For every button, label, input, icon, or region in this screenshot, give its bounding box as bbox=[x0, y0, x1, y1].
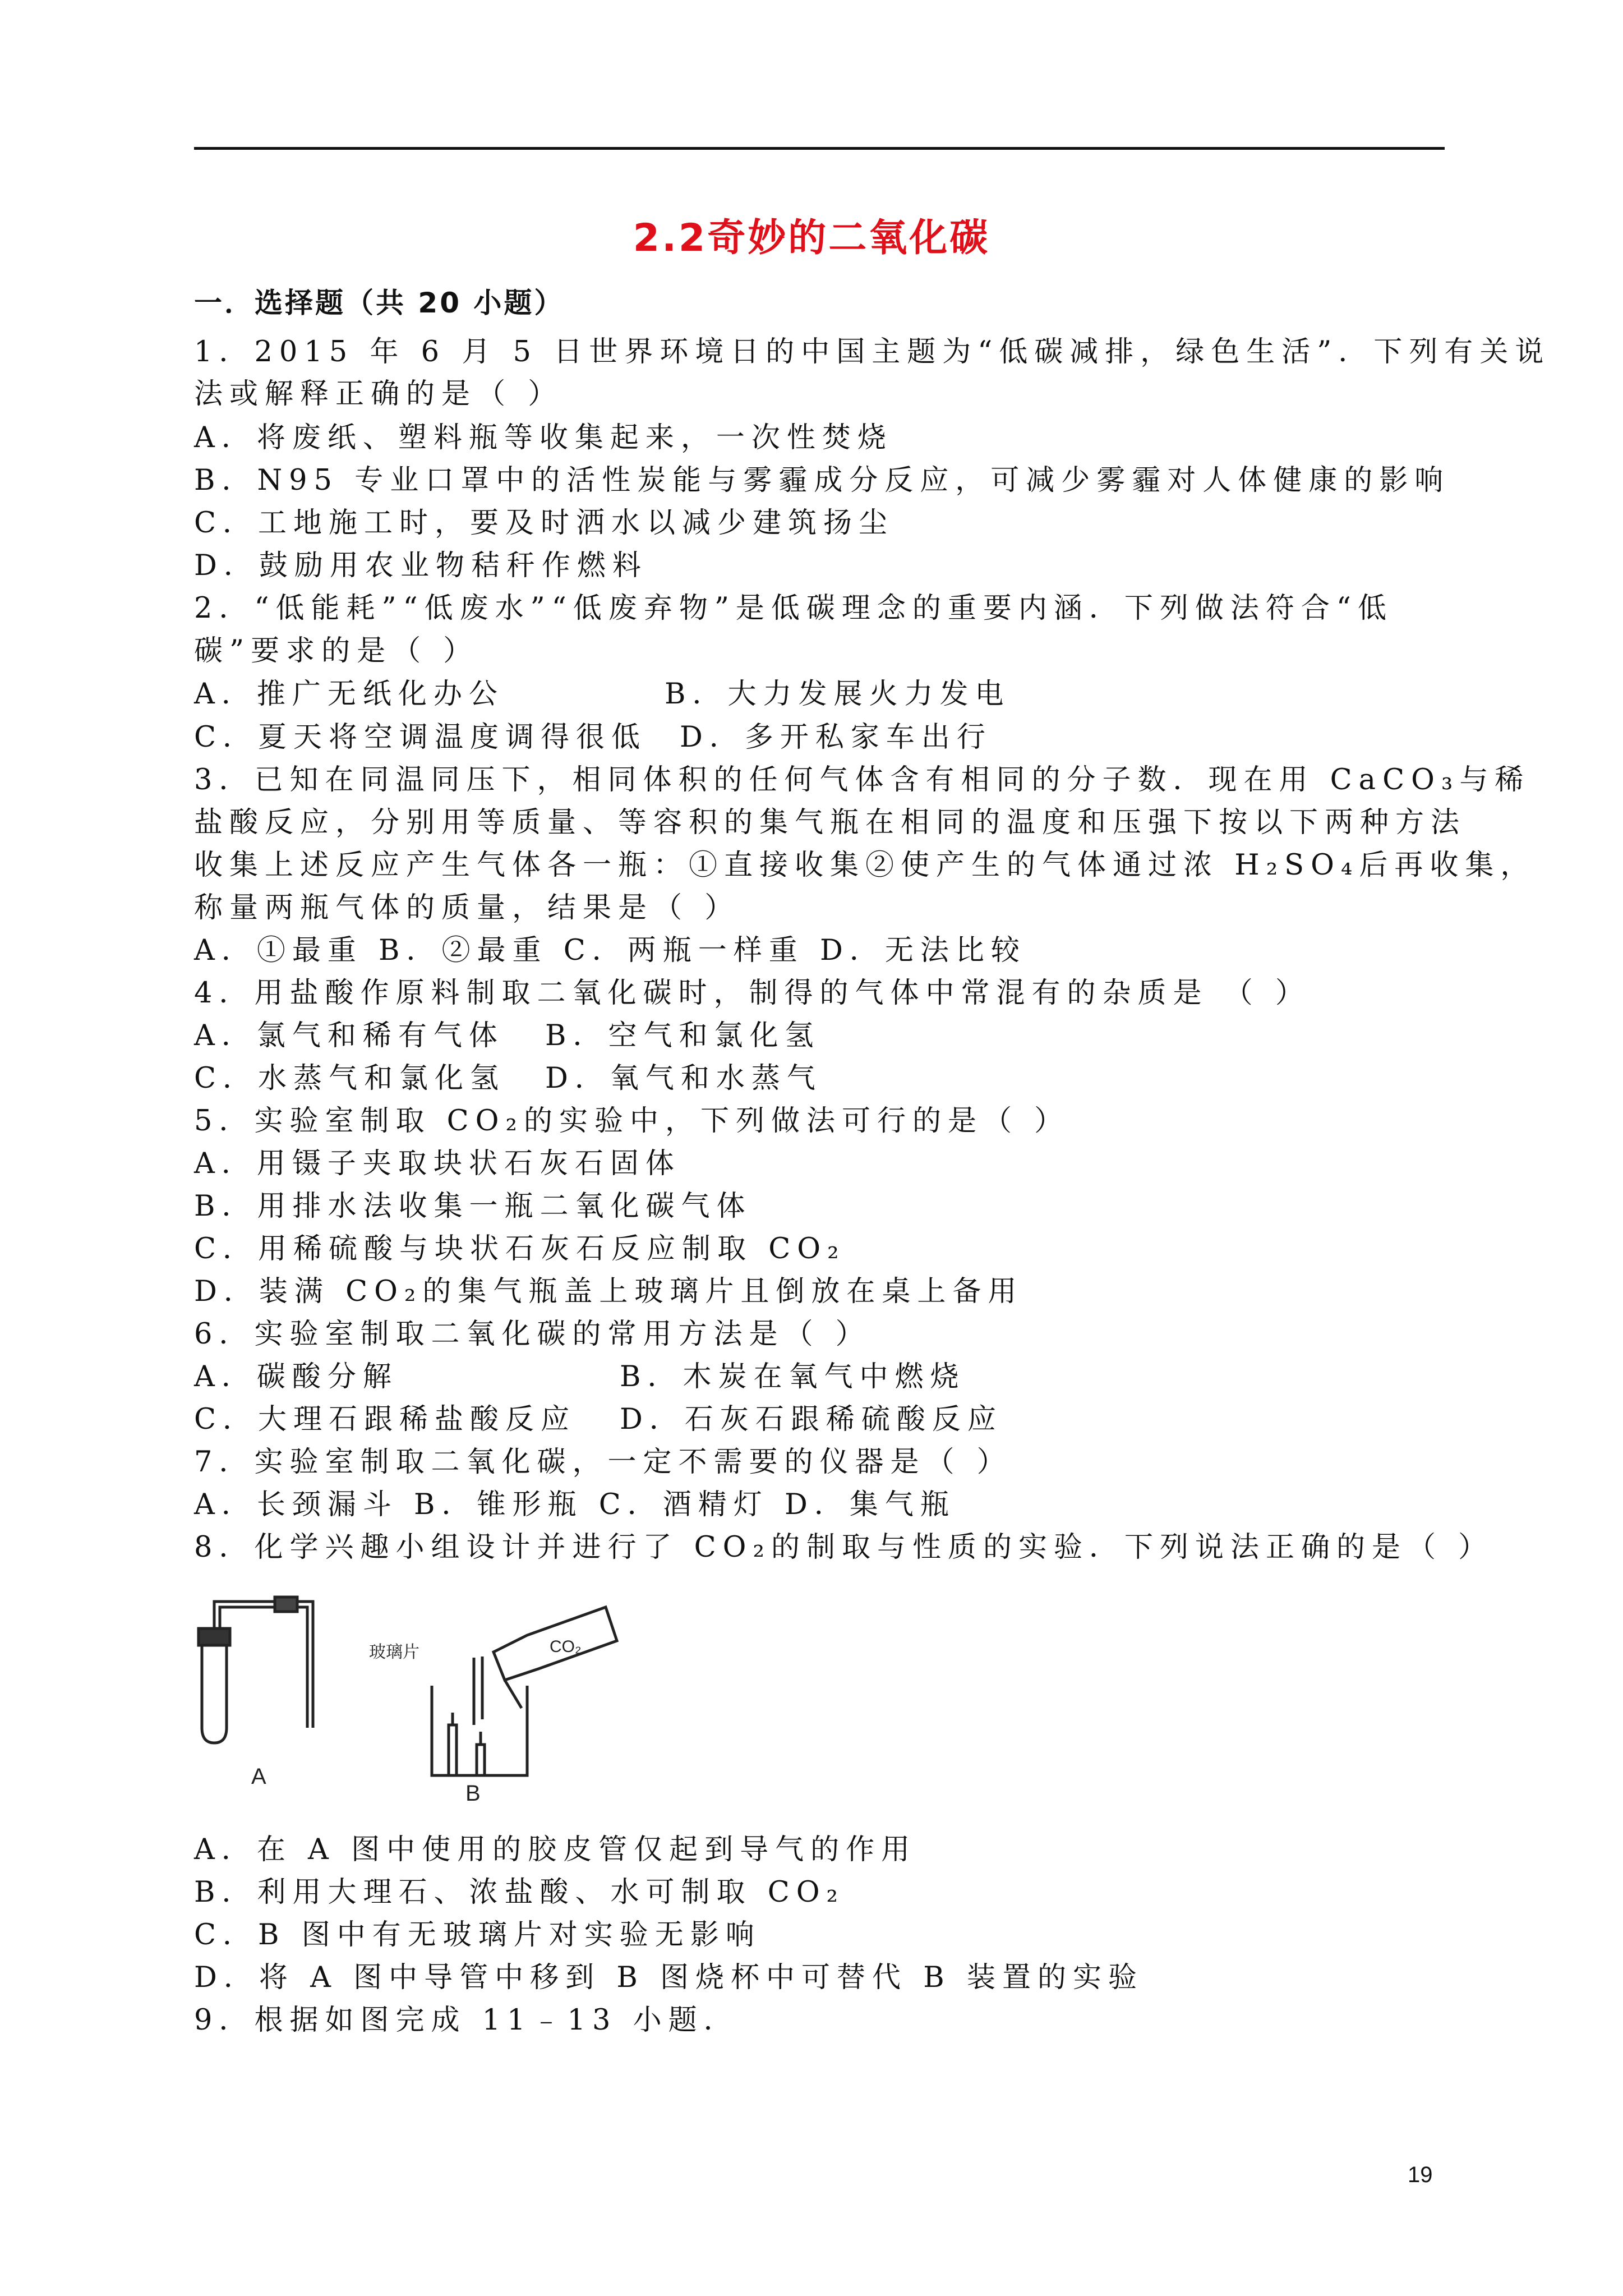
q1-option-a: A．将废纸、塑料瓶等收集起来，一次性焚烧 bbox=[194, 421, 893, 454]
q4-stem: 4．用盐酸作原料制取二氧化碳时，制得的气体中常混有的杂质是 （ ） bbox=[194, 977, 1311, 1010]
q6-option-a: A．碳酸分解 bbox=[194, 1360, 398, 1393]
page-title: 2.2奇妙的二氧化碳 bbox=[633, 216, 990, 260]
q4-option-a: A．氯气和稀有气体 bbox=[194, 1019, 504, 1052]
apparatus-a bbox=[199, 1597, 313, 1743]
header-rule bbox=[194, 147, 1445, 150]
q6-option-d: D．石灰石跟稀硫酸反应 bbox=[620, 1403, 1003, 1436]
apparatus-b bbox=[432, 1607, 617, 1775]
figure-glass-label: 玻璃片 bbox=[369, 1642, 419, 1662]
q3-stem-line3: 收集上述反应产生气体各一瓶：①直接收集②使产生的气体通过浓 H₂SO₄后再收集， bbox=[194, 849, 1536, 882]
page-number: 19 bbox=[1408, 2162, 1433, 2187]
section-heading: 一．选择题（共 20 小题） bbox=[194, 287, 565, 319]
q3-stem-line4: 称量两瓶气体的质量，结果是（ ） bbox=[194, 891, 740, 924]
q1-stem-line1: 1．2015 年 6 月 5 日世界环境日的中国主题为“低碳减排，绿色生活”．下列有关说 bbox=[194, 335, 1551, 369]
q8-apparatus-figure bbox=[191, 1590, 628, 1803]
q8-option-d: D．将 A 图中导管中移到 B 图烧杯中可替代 B 装置的实验 bbox=[194, 1961, 1144, 1994]
q8-option-a: A．在 A 图中使用的胶皮管仅起到导气的作用 bbox=[194, 1833, 917, 1866]
q3-stem-line2: 盐酸反应，分别用等质量、等容积的集气瓶在相同的温度和压强下按以下两种方法 bbox=[194, 806, 1467, 839]
q5-option-c: C．用稀硫酸与块状石灰石反应制取 CO₂ bbox=[194, 1232, 846, 1266]
q1-stem-line2: 法或解释正确的是（ ） bbox=[194, 378, 564, 411]
q3-stem-line1: 3．已知在同温同压下，相同体积的任何气体含有相同的分子数．现在用 CaCO₃与稀 bbox=[194, 763, 1530, 797]
q8-option-b: B．利用大理石、浓盐酸、水可制取 CO₂ bbox=[194, 1876, 845, 1909]
q2-option-c: C．夏天将空调温度调得很低 bbox=[194, 721, 647, 754]
q5-stem: 5．实验室制取 CO₂的实验中，下列做法可行的是（ ） bbox=[194, 1105, 1070, 1138]
q3-options: A．①最重 B．②最重 C．两瓶一样重 D．无法比较 bbox=[194, 934, 1026, 967]
q1-option-c: C．工地施工时，要及时洒水以减少建筑扬尘 bbox=[194, 507, 895, 540]
q1-option-d: D．鼓励用农业物秸秆作燃料 bbox=[194, 549, 648, 582]
q6-stem: 6．实验室制取二氧化碳的常用方法是（ ） bbox=[194, 1318, 871, 1351]
figure-label-b: B bbox=[465, 1781, 481, 1803]
q8-option-c: C．B 图中有无玻璃片对实验无影响 bbox=[194, 1918, 761, 1952]
q2-option-a: A．推广无纸化办公 bbox=[194, 678, 504, 711]
q2-option-d: D．多开私家车出行 bbox=[680, 721, 992, 754]
q2-stem-line2: 碳”要求的是（ ） bbox=[194, 634, 479, 668]
q4-option-c: C．水蒸气和氯化氢 bbox=[194, 1062, 506, 1095]
q8-stem: 8．化学兴趣小组设计并进行了 CO₂的制取与性质的实验．下列说法正确的是（ ） bbox=[194, 1531, 1494, 1564]
q4-option-b: B．空气和氯化氢 bbox=[545, 1019, 820, 1052]
q4-option-d: D．氧气和水蒸气 bbox=[545, 1062, 822, 1095]
figure-bottle-label: CO₂ bbox=[550, 1637, 582, 1656]
q5-option-b: B．用排水法收集一瓶二氧化碳气体 bbox=[194, 1190, 752, 1223]
q6-option-b: B．木炭在氧气中燃烧 bbox=[620, 1360, 966, 1393]
q7-options: A．长颈漏斗 B．锥形瓶 C．酒精灯 D．集气瓶 bbox=[194, 1488, 956, 1521]
figure-label-a: A bbox=[251, 1764, 266, 1789]
q5-option-a: A．用镊子夹取块状石灰石固体 bbox=[194, 1147, 681, 1180]
q1-option-b: B．N95 专业口罩中的活性炭能与雾霾成分反应，可减少雾霾对人体健康的影响 bbox=[194, 464, 1450, 497]
q2-option-b: B．大力发展火力发电 bbox=[665, 678, 1011, 711]
q7-stem: 7．实验室制取二氧化碳，一定不需要的仪器是（ ） bbox=[194, 1446, 1012, 1479]
q2-stem-line1: 2．“低能耗”“低废水”“低废弃物”是低碳理念的重要内涵．下列做法符合“低 bbox=[194, 592, 1393, 625]
q9-stem: 9．根据如图完成 11﹣13 小题． bbox=[194, 2004, 739, 2037]
q5-option-d: D．装满 CO₂的集气瓶盖上玻璃片且倒放在桌上备用 bbox=[194, 1275, 1023, 1308]
q6-option-c: C．大理石跟稀盐酸反应 bbox=[194, 1403, 577, 1436]
